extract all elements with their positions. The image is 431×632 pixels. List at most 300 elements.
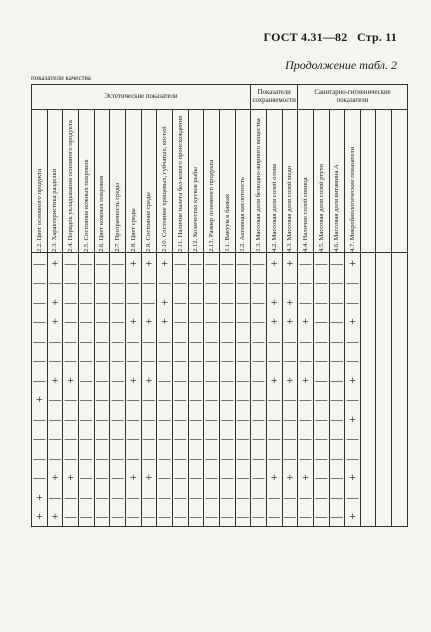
table-cell xyxy=(219,448,235,468)
cell-mark: — xyxy=(127,353,140,368)
column-header-label: 2.11. Наличие налета бел-кового происхождения xyxy=(176,115,184,252)
cell-mark: — xyxy=(205,333,218,348)
table-cell xyxy=(298,429,314,449)
cell-mark: — xyxy=(80,353,93,368)
cell-mark: — xyxy=(252,411,265,426)
cell-mark: + xyxy=(145,372,153,387)
cell-mark: — xyxy=(48,450,61,465)
table-cell xyxy=(251,351,267,371)
table-cell xyxy=(345,429,361,449)
cell-mark: + xyxy=(129,255,137,270)
cell-mark: + xyxy=(349,314,356,329)
table-cell xyxy=(266,370,282,390)
table-cell xyxy=(376,507,392,527)
cell-mark: — xyxy=(189,450,202,465)
column-header-label: 3.1. Вакуум в банках xyxy=(223,193,231,252)
table-cell xyxy=(78,273,94,293)
table-cell xyxy=(329,507,345,527)
cell-mark: — xyxy=(189,333,202,348)
column-header xyxy=(376,110,392,253)
table-cell xyxy=(204,468,220,488)
cell-mark: — xyxy=(236,372,249,387)
table-cell xyxy=(376,468,392,488)
cell-mark: — xyxy=(174,372,187,387)
table-cell xyxy=(392,409,408,429)
table-cell xyxy=(376,253,392,273)
page-header xyxy=(264,30,397,45)
table-cell xyxy=(157,370,173,390)
table-cell xyxy=(141,487,157,507)
table-cell xyxy=(172,448,188,468)
cell-mark: — xyxy=(315,275,328,290)
table-cell xyxy=(172,312,188,332)
table-cell xyxy=(94,253,110,273)
table-cell xyxy=(298,253,314,273)
table-cell xyxy=(141,448,157,468)
table-cell xyxy=(345,448,361,468)
cell-mark: — xyxy=(127,275,140,290)
table-cell xyxy=(125,351,141,371)
table-cell xyxy=(141,370,157,390)
column-header xyxy=(110,110,126,253)
cell-mark: — xyxy=(174,333,187,348)
cell-mark: — xyxy=(315,411,328,426)
table-cell xyxy=(172,507,188,527)
cell-mark: — xyxy=(80,275,93,290)
cell-mark: — xyxy=(64,314,77,329)
cell-mark: — xyxy=(158,431,171,446)
column-header xyxy=(204,110,220,253)
table-cell xyxy=(345,312,361,332)
table-cell xyxy=(313,468,329,488)
cell-mark: — xyxy=(158,450,171,465)
cell-mark: + xyxy=(270,255,278,270)
table-cell xyxy=(32,468,48,488)
table-cell xyxy=(110,409,126,429)
table-cell xyxy=(125,253,141,273)
cell-mark: — xyxy=(142,392,155,407)
table-cell xyxy=(219,487,235,507)
cell-mark: — xyxy=(330,450,343,465)
cell-mark: — xyxy=(111,314,124,329)
table-cell xyxy=(392,468,408,488)
table-cell xyxy=(282,468,298,488)
cell-mark: — xyxy=(95,489,108,504)
table-cell xyxy=(110,292,126,312)
table-cell xyxy=(63,253,79,273)
table-row xyxy=(32,370,408,390)
table-cell xyxy=(266,507,282,527)
table-cell xyxy=(345,409,361,429)
cell-mark: — xyxy=(111,255,124,270)
table-cell xyxy=(329,351,345,371)
table-cell xyxy=(188,253,204,273)
table-cell xyxy=(266,468,282,488)
table-cell xyxy=(94,312,110,332)
column-header-row xyxy=(32,110,408,253)
table-cell xyxy=(125,448,141,468)
table-cell xyxy=(235,487,251,507)
cell-mark: — xyxy=(95,431,108,446)
cell-mark: — xyxy=(80,294,93,309)
cell-mark: + xyxy=(270,470,278,485)
table-cell xyxy=(78,409,94,429)
cell-mark: — xyxy=(189,470,202,485)
cell-mark: — xyxy=(330,470,343,485)
column-header-label: 2.4. Порядок укладывания основного продукта xyxy=(67,120,75,252)
cell-mark: — xyxy=(158,411,171,426)
table-cell xyxy=(32,292,48,312)
table-cell xyxy=(345,468,361,488)
table-cell xyxy=(204,429,220,449)
table-cell xyxy=(125,507,141,527)
standard-number: ГОСТ 4.31—82 xyxy=(263,30,348,44)
table-cell xyxy=(63,409,79,429)
table-cell xyxy=(204,487,220,507)
cell-mark: + xyxy=(286,294,294,309)
table-cell xyxy=(141,312,157,332)
cell-mark: + xyxy=(270,372,278,387)
cell-mark: — xyxy=(330,392,343,407)
column-header-label: 2.10. Состояние хрящевых, губчатых, костей xyxy=(161,126,169,252)
cell-mark: — xyxy=(252,372,265,387)
cell-mark: — xyxy=(95,275,108,290)
table-cell xyxy=(298,409,314,429)
table-cell xyxy=(266,429,282,449)
table-cell xyxy=(172,390,188,410)
table-cell xyxy=(266,409,282,429)
table-cell xyxy=(282,507,298,527)
table-cell xyxy=(329,292,345,312)
table-cell xyxy=(360,487,376,507)
table-cell xyxy=(235,292,251,312)
table-cell xyxy=(282,253,298,273)
table-cell xyxy=(188,351,204,371)
cell-mark: — xyxy=(189,392,202,407)
cell-mark: — xyxy=(315,470,328,485)
cell-mark: — xyxy=(268,392,281,407)
cell-mark: — xyxy=(127,509,140,524)
table-cell xyxy=(204,448,220,468)
table-cell xyxy=(94,507,110,527)
table-cell xyxy=(157,390,173,410)
cell-mark: — xyxy=(205,294,218,309)
table-cell xyxy=(204,409,220,429)
table-cell xyxy=(157,448,173,468)
table-cell xyxy=(266,390,282,410)
table-cell xyxy=(204,273,220,293)
table-row xyxy=(32,429,408,449)
table-cell xyxy=(94,273,110,293)
table-cell xyxy=(110,448,126,468)
cell-mark: — xyxy=(80,314,93,329)
cell-mark: — xyxy=(315,353,328,368)
cell-mark: + xyxy=(51,255,59,270)
cell-mark: + xyxy=(286,255,294,270)
column-header xyxy=(345,110,361,253)
table-cell xyxy=(235,507,251,527)
table-cell xyxy=(47,351,63,371)
table-cell xyxy=(204,507,220,527)
table-cell xyxy=(313,448,329,468)
table-cell xyxy=(78,292,94,312)
table-cell xyxy=(251,292,267,312)
column-header xyxy=(392,110,408,253)
table-cell xyxy=(376,312,392,332)
table-cell xyxy=(235,370,251,390)
table-cell xyxy=(282,292,298,312)
table-cell xyxy=(47,273,63,293)
table-cell xyxy=(313,390,329,410)
table-cell xyxy=(63,487,79,507)
cell-mark: — xyxy=(158,509,171,524)
column-header-label: 3.2. Активная кислотность xyxy=(239,177,247,252)
table-cell xyxy=(157,273,173,293)
cell-mark: + xyxy=(302,372,309,387)
column-header xyxy=(235,110,251,253)
column-header xyxy=(172,110,188,253)
cell-mark: — xyxy=(221,294,234,309)
table-cell xyxy=(78,390,94,410)
cell-mark: — xyxy=(205,372,218,387)
table-row xyxy=(32,292,408,312)
cell-mark: — xyxy=(95,314,108,329)
cell-mark: — xyxy=(330,431,343,446)
cell-mark: — xyxy=(221,275,234,290)
table-cell xyxy=(219,292,235,312)
table-cell xyxy=(219,253,235,273)
table-row xyxy=(32,273,408,293)
table-cell xyxy=(32,331,48,351)
table-cell xyxy=(329,253,345,273)
cell-mark: — xyxy=(189,314,202,329)
table-cell xyxy=(360,253,376,273)
table-cell xyxy=(110,331,126,351)
cell-mark: — xyxy=(221,450,234,465)
cell-mark: — xyxy=(221,411,234,426)
table-cell xyxy=(266,292,282,312)
table-cell xyxy=(47,507,63,527)
table-cell xyxy=(313,507,329,527)
cell-mark: — xyxy=(111,275,124,290)
table-cell xyxy=(188,468,204,488)
cell-mark: — xyxy=(158,489,171,504)
table-cell xyxy=(360,507,376,527)
table-cell xyxy=(282,351,298,371)
cell-mark: — xyxy=(127,333,140,348)
table-cell xyxy=(360,370,376,390)
cell-mark: — xyxy=(64,255,77,270)
table-cell xyxy=(47,448,63,468)
cell-mark: — xyxy=(189,353,202,368)
cell-mark: + xyxy=(35,489,43,504)
table-cell xyxy=(125,487,141,507)
column-header-label: 4.7. Микробиологические показатели xyxy=(349,146,356,252)
table-body xyxy=(32,253,408,527)
group-header-row xyxy=(32,85,408,110)
cell-mark: — xyxy=(268,509,281,524)
cell-mark: — xyxy=(315,392,328,407)
table-cell xyxy=(125,370,141,390)
table-cell xyxy=(266,487,282,507)
cell-mark: — xyxy=(315,489,328,504)
table-cell xyxy=(47,429,63,449)
cell-mark: — xyxy=(189,255,202,270)
table-cell xyxy=(235,429,251,449)
cell-mark: — xyxy=(158,333,171,348)
table-cell xyxy=(172,468,188,488)
cell-mark: + xyxy=(270,314,278,329)
cell-mark: — xyxy=(142,353,155,368)
table-cell xyxy=(345,351,361,371)
column-header xyxy=(63,110,79,253)
cell-mark: — xyxy=(95,294,108,309)
table-cell xyxy=(376,429,392,449)
cell-mark: — xyxy=(221,314,234,329)
table-cell xyxy=(204,253,220,273)
table-cell xyxy=(94,390,110,410)
cell-mark: + xyxy=(302,470,309,485)
cell-mark: — xyxy=(111,431,124,446)
table-cell xyxy=(235,312,251,332)
cell-mark: — xyxy=(174,294,187,309)
cell-mark: — xyxy=(174,411,187,426)
cell-mark: — xyxy=(111,372,124,387)
table-cell xyxy=(235,409,251,429)
table-cell xyxy=(94,409,110,429)
cell-mark: — xyxy=(111,470,124,485)
table-cell xyxy=(313,429,329,449)
table-cell xyxy=(78,351,94,371)
table-cell xyxy=(392,507,408,527)
column-header xyxy=(78,110,94,253)
table-cell xyxy=(251,448,267,468)
table-cell xyxy=(188,273,204,293)
cell-mark: — xyxy=(64,431,77,446)
cell-mark: — xyxy=(111,333,124,348)
cell-mark: — xyxy=(252,470,265,485)
column-header xyxy=(141,110,157,253)
column-header xyxy=(282,110,298,253)
column-header-label: 2.2. Цвет основного продукта xyxy=(35,168,43,252)
table-cell xyxy=(47,331,63,351)
table-cell xyxy=(110,507,126,527)
cell-mark: + xyxy=(51,509,59,524)
column-header xyxy=(47,110,63,253)
cell-mark: — xyxy=(252,314,265,329)
cell-mark: + xyxy=(35,509,43,524)
table-cell xyxy=(219,507,235,527)
cell-mark: — xyxy=(64,333,77,348)
table-cell xyxy=(235,253,251,273)
table-cell xyxy=(188,292,204,312)
column-header xyxy=(313,110,329,253)
cell-mark: — xyxy=(33,314,46,329)
table-cell xyxy=(376,331,392,351)
cell-mark: — xyxy=(95,450,108,465)
table-cell xyxy=(110,273,126,293)
quality-table xyxy=(31,84,408,527)
table-cell xyxy=(78,448,94,468)
table-cell xyxy=(251,390,267,410)
table-cell xyxy=(32,312,48,332)
table-cell xyxy=(376,370,392,390)
column-header-label: 2.3. Характеристика разделки xyxy=(51,168,59,252)
table-cell xyxy=(125,292,141,312)
cell-mark: — xyxy=(236,450,249,465)
table-cell xyxy=(94,292,110,312)
table-cell xyxy=(345,273,361,293)
cell-mark: — xyxy=(236,255,249,270)
cell-mark: — xyxy=(221,489,234,504)
table-cell xyxy=(188,429,204,449)
table-cell xyxy=(157,487,173,507)
table-cell xyxy=(172,292,188,312)
cell-mark: + xyxy=(51,372,59,387)
table-cell xyxy=(47,292,63,312)
table-cell xyxy=(360,390,376,410)
table-cell xyxy=(78,468,94,488)
cell-mark: + xyxy=(349,509,356,524)
cell-mark: + xyxy=(145,470,153,485)
cell-mark: + xyxy=(51,314,59,329)
cell-mark: — xyxy=(315,431,328,446)
cell-mark: — xyxy=(111,509,124,524)
table-row xyxy=(32,351,408,371)
table-cell xyxy=(141,409,157,429)
table-cell xyxy=(63,468,79,488)
table-cell xyxy=(188,331,204,351)
table-cell xyxy=(251,331,267,351)
table-cell xyxy=(360,409,376,429)
table-row xyxy=(32,468,408,488)
table-cell xyxy=(376,273,392,293)
group-header: Показатели сохраняемости xyxy=(251,85,298,110)
cell-mark: — xyxy=(158,353,171,368)
table-cell xyxy=(266,331,282,351)
table-cell xyxy=(141,292,157,312)
table-cell xyxy=(32,448,48,468)
cell-mark: — xyxy=(80,509,93,524)
cell-mark: — xyxy=(111,489,124,504)
cell-mark: — xyxy=(174,314,187,329)
cell-mark: — xyxy=(33,275,46,290)
cell-mark: + xyxy=(161,255,168,270)
table-cell xyxy=(298,292,314,312)
table-cell xyxy=(376,487,392,507)
cell-mark: — xyxy=(252,275,265,290)
table-cell xyxy=(94,448,110,468)
table-cell xyxy=(360,429,376,449)
column-header xyxy=(32,110,48,253)
cell-mark: + xyxy=(67,372,75,387)
cell-mark: — xyxy=(346,333,359,348)
table-cell xyxy=(63,448,79,468)
table-cell xyxy=(204,331,220,351)
cell-mark: — xyxy=(111,294,124,309)
cell-mark: — xyxy=(174,275,187,290)
cell-mark: + xyxy=(129,470,137,485)
table-cell xyxy=(251,370,267,390)
table-cell xyxy=(298,273,314,293)
table-cell xyxy=(63,312,79,332)
cell-mark: — xyxy=(33,353,46,368)
cell-mark: — xyxy=(346,294,359,309)
cell-mark: — xyxy=(80,431,93,446)
column-header-label: 2.9. Состояние среды xyxy=(145,192,153,252)
cell-mark: — xyxy=(205,431,218,446)
table-cell xyxy=(125,390,141,410)
